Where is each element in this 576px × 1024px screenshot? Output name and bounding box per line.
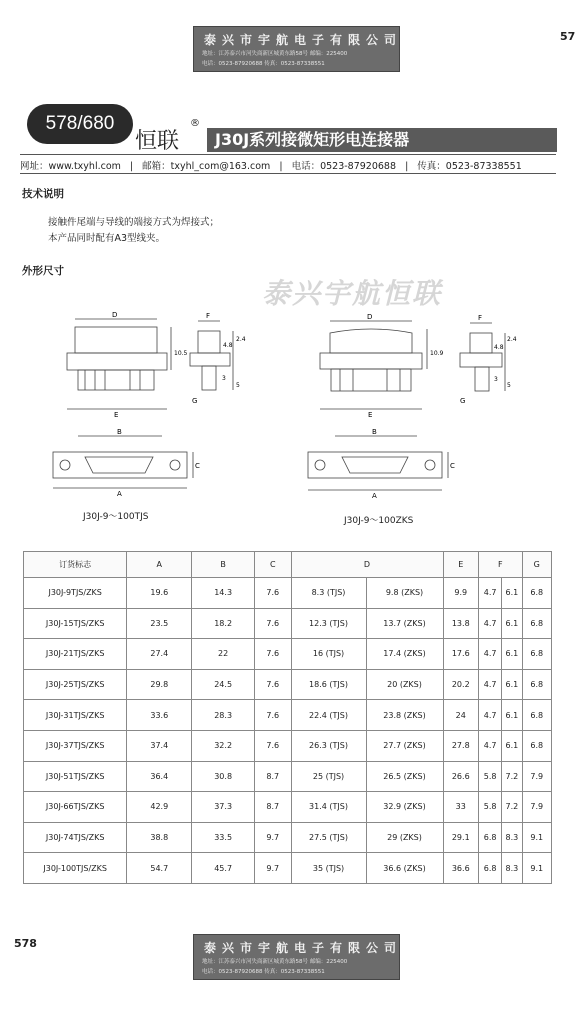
left-top-label-A: A xyxy=(117,490,122,498)
table-cell: 45.7 xyxy=(192,853,255,884)
table-cell: 6.8 xyxy=(478,853,501,884)
table-cell: 32.9 (ZKS) xyxy=(366,792,443,823)
table-cell: 12.3 (TJS) xyxy=(291,608,366,639)
spec-table xyxy=(23,551,552,884)
table-cell: 30.8 xyxy=(192,761,255,792)
table-cell: 33 xyxy=(443,792,478,823)
table-cell: 31.4 (TJS) xyxy=(291,792,366,823)
table-cell: 38.8 xyxy=(127,822,192,853)
table-cell: 32.2 xyxy=(192,730,255,761)
table-cell: 9.1 xyxy=(522,822,551,853)
table-cell: 7.9 xyxy=(522,761,551,792)
table-cell: 9.8 (ZKS) xyxy=(366,578,443,609)
table-cell: 7.6 xyxy=(255,730,291,761)
contact-email: 邮箱：txyhl_com@163.com xyxy=(142,161,271,172)
table-row xyxy=(24,669,552,700)
table-cell: 37.3 xyxy=(192,792,255,823)
table-cell: 4.7 xyxy=(478,700,501,731)
right-label-5: 5 xyxy=(507,382,511,389)
table-cell: 22.4 (TJS) xyxy=(291,700,366,731)
table-cell: 7.2 xyxy=(502,792,522,823)
table-cell: J30J-74TJS/ZKS xyxy=(24,822,127,853)
footer-company-name: 泰兴市宇航电子有限公司 xyxy=(204,941,403,955)
product-title: J30J系列接微矩形电连接器 xyxy=(207,128,557,152)
table-cell: 42.9 xyxy=(127,792,192,823)
table-cell: J30J-51TJS/ZKS xyxy=(24,761,127,792)
tech-note-2: 本产品同时配有A3型线夹。 xyxy=(48,233,166,244)
table-cell: 9.9 xyxy=(443,578,478,609)
table-cell: 7.2 xyxy=(502,761,522,792)
table-cell: 6.8 xyxy=(478,822,501,853)
tech-note-1: 接触件尾端与导线的端接方式为焊接式； xyxy=(48,217,220,228)
table-cell: 20 (ZKS) xyxy=(366,669,443,700)
table-cell: J30J-9TJS/ZKS xyxy=(24,578,127,609)
contact-line: 网址：www.txyhl.com | 邮箱：txyhl_com@163.com | 电话：0523-87920688 | 传真：0523-87338551 xyxy=(20,161,522,172)
table-cell: 4.7 xyxy=(478,730,501,761)
header-cell: B xyxy=(192,552,255,578)
table-cell: 36.4 xyxy=(127,761,192,792)
table-cell: 26.3 (TJS) xyxy=(291,730,366,761)
zks-side-view-drawing xyxy=(305,305,515,425)
table-cell: 8.3 xyxy=(502,822,522,853)
header-cell: A xyxy=(127,552,192,578)
table-cell: 7.6 xyxy=(255,639,291,670)
right-label-E: E xyxy=(368,411,373,419)
table-cell: 54.7 xyxy=(127,853,192,884)
table-cell: 6.1 xyxy=(502,669,522,700)
table-header-row xyxy=(24,552,552,578)
right-label-3: 3 xyxy=(494,376,498,383)
table-cell: 7.6 xyxy=(255,578,291,609)
table-body xyxy=(24,578,552,884)
table-cell: 13.8 xyxy=(443,608,478,639)
table-cell: J30J-21TJS/ZKS xyxy=(24,639,127,670)
table-cell: 23.8 (ZKS) xyxy=(366,700,443,731)
table-cell: 26.6 xyxy=(443,761,478,792)
table-cell: 5.8 xyxy=(478,761,501,792)
left-label-D: D xyxy=(112,311,118,319)
left-label-h: 10.5 xyxy=(174,350,188,357)
contact-fax: 传真：0523-87338551 xyxy=(417,161,522,172)
header-cell: C xyxy=(255,552,291,578)
table-cell: 6.8 xyxy=(522,700,551,731)
table-cell: 9.7 xyxy=(255,822,291,853)
table-row xyxy=(24,608,552,639)
header-cell: F xyxy=(478,552,522,578)
table-cell: 7.9 xyxy=(522,792,551,823)
table-cell: 27.7 (ZKS) xyxy=(366,730,443,761)
table-cell: 14.3 xyxy=(192,578,255,609)
table-cell: 27.5 (TJS) xyxy=(291,822,366,853)
table-cell: 29.1 xyxy=(443,822,478,853)
table-cell: 6.8 xyxy=(522,639,551,670)
right-top-label-A: A xyxy=(372,492,377,500)
table-cell: 36.6 (ZKS) xyxy=(366,853,443,884)
header-phone: 电话：0523-87920688 传真：0523-87338551 xyxy=(202,61,325,67)
table-cell: 22 xyxy=(192,639,255,670)
zks-top-view-drawing xyxy=(300,428,460,500)
table-cell: 8.3 xyxy=(502,853,522,884)
left-label-F: F xyxy=(206,312,211,320)
table-cell: 20.2 xyxy=(443,669,478,700)
right-top-label-B: B xyxy=(372,428,377,436)
table-cell: 16 (TJS) xyxy=(291,639,366,670)
left-drawing-caption: J30J-9～100TJS xyxy=(83,512,149,522)
table-row xyxy=(24,578,552,609)
table-cell: J30J-37TJS/ZKS xyxy=(24,730,127,761)
left-label-24: 2.4 xyxy=(236,336,246,343)
table-cell: 8.7 xyxy=(255,792,291,823)
table-cell: 25 (TJS) xyxy=(291,761,366,792)
brand-name: 恒联 xyxy=(135,129,180,154)
contact-website: 网址：www.txyhl.com xyxy=(20,161,121,172)
left-label-E: E xyxy=(114,411,119,419)
table-row xyxy=(24,853,552,884)
table-cell: 17.6 xyxy=(443,639,478,670)
header-cell: E xyxy=(443,552,478,578)
contact-phone: 电话：0523-87920688 xyxy=(291,161,397,172)
table-cell: 18.2 xyxy=(192,608,255,639)
header-cell: D xyxy=(291,552,443,578)
table-cell: 17.4 (ZKS) xyxy=(366,639,443,670)
table-cell: 4.7 xyxy=(478,639,501,670)
table-cell: 33.6 xyxy=(127,700,192,731)
table-row xyxy=(24,761,552,792)
left-top-label-C: C xyxy=(195,462,200,470)
table-cell: 6.1 xyxy=(502,608,522,639)
table-cell: 7.6 xyxy=(255,669,291,700)
table-cell: 6.8 xyxy=(522,578,551,609)
table-cell: 6.1 xyxy=(502,578,522,609)
table-cell: 18.6 (TJS) xyxy=(291,669,366,700)
table-cell: 8.7 xyxy=(255,761,291,792)
left-label-3: 3 xyxy=(222,375,226,382)
table-cell: 37.4 xyxy=(127,730,192,761)
table-cell: 6.8 xyxy=(522,730,551,761)
table-cell: J30J-100TJS/ZKS xyxy=(24,853,127,884)
table-cell: 27.4 xyxy=(127,639,192,670)
header-address: 地址：江苏泰兴市河失商新区城黄东路58号 邮编：225400 xyxy=(202,51,348,57)
table-cell: 28.3 xyxy=(192,700,255,731)
watermark: 泰兴宇航恒联 xyxy=(262,277,443,310)
contact-rule xyxy=(20,173,556,174)
table-cell: 19.6 xyxy=(127,578,192,609)
table-cell: 24 xyxy=(443,700,478,731)
table-cell: 29 (ZKS) xyxy=(366,822,443,853)
top-company-header xyxy=(193,26,403,72)
brand-registered-mark: ® xyxy=(190,118,200,129)
right-label-G: G xyxy=(460,397,466,405)
header-cell: 订货标志 xyxy=(24,552,127,578)
left-label-48: 4.8 xyxy=(223,342,233,349)
table-cell: 36.6 xyxy=(443,853,478,884)
table-cell: 33.5 xyxy=(192,822,255,853)
table-cell: 8.3 (TJS) xyxy=(291,578,366,609)
table-cell: 24.5 xyxy=(192,669,255,700)
table-cell: 23.5 xyxy=(127,608,192,639)
footer-page-number: 578 xyxy=(14,937,37,950)
page-badge: 578/680 xyxy=(27,104,133,144)
right-drawing-caption: J30J-9～100ZKS xyxy=(344,516,414,526)
table-cell: 6.8 xyxy=(522,608,551,639)
footer-address: 地址：江苏泰兴市河失商新区城黄东路58号 邮编：225400 xyxy=(202,959,348,965)
table-cell: 9.1 xyxy=(522,853,551,884)
footer-phone: 电话：0523-87920688 传真：0523-87338551 xyxy=(202,969,325,975)
table-cell: 35 (TJS) xyxy=(291,853,366,884)
right-label-F: F xyxy=(478,314,483,322)
right-top-label-C: C xyxy=(450,462,455,470)
table-row xyxy=(24,730,552,761)
table-cell: 27.8 xyxy=(443,730,478,761)
left-label-5: 5 xyxy=(236,382,240,389)
tjs-side-view-drawing xyxy=(50,305,250,425)
dims-heading: 外形尺寸 xyxy=(22,265,64,277)
right-label-24: 2.4 xyxy=(507,336,517,343)
left-label-G: G xyxy=(192,397,198,405)
table-cell: J30J-25TJS/ZKS xyxy=(24,669,127,700)
table-cell: J30J-15TJS/ZKS xyxy=(24,608,127,639)
table-cell: 6.1 xyxy=(502,639,522,670)
header-company-name: 泰兴市宇航电子有限公司 xyxy=(204,33,403,47)
table-cell: J30J-31TJS/ZKS xyxy=(24,700,127,731)
footer-company-box xyxy=(193,934,403,980)
right-label-48: 4.8 xyxy=(494,344,504,351)
table-cell: 7.6 xyxy=(255,608,291,639)
table-cell: 5.8 xyxy=(478,792,501,823)
tech-heading: 技术说明 xyxy=(22,188,64,200)
table-cell: 4.7 xyxy=(478,578,501,609)
table-row xyxy=(24,639,552,670)
table-cell: 6.8 xyxy=(522,669,551,700)
table-cell: 4.7 xyxy=(478,608,501,639)
table-cell: 4.7 xyxy=(478,669,501,700)
table-cell: 26.5 (ZKS) xyxy=(366,761,443,792)
table-cell: 7.6 xyxy=(255,700,291,731)
right-label-h: 10.9 xyxy=(430,350,444,357)
tjs-top-view-drawing xyxy=(45,428,205,498)
corner-page-number: 57 xyxy=(560,30,576,43)
header-cell: G xyxy=(522,552,551,578)
table-cell: 6.1 xyxy=(502,730,522,761)
table-cell: J30J-66TJS/ZKS xyxy=(24,792,127,823)
right-label-D: D xyxy=(367,313,373,321)
table-cell: 13.7 (ZKS) xyxy=(366,608,443,639)
table-cell: 9.7 xyxy=(255,853,291,884)
table-cell: 6.1 xyxy=(502,700,522,731)
table-row xyxy=(24,822,552,853)
table-row xyxy=(24,700,552,731)
left-top-label-B: B xyxy=(117,428,122,436)
table-row xyxy=(24,792,552,823)
table-cell: 29.8 xyxy=(127,669,192,700)
title-rule xyxy=(20,154,556,155)
